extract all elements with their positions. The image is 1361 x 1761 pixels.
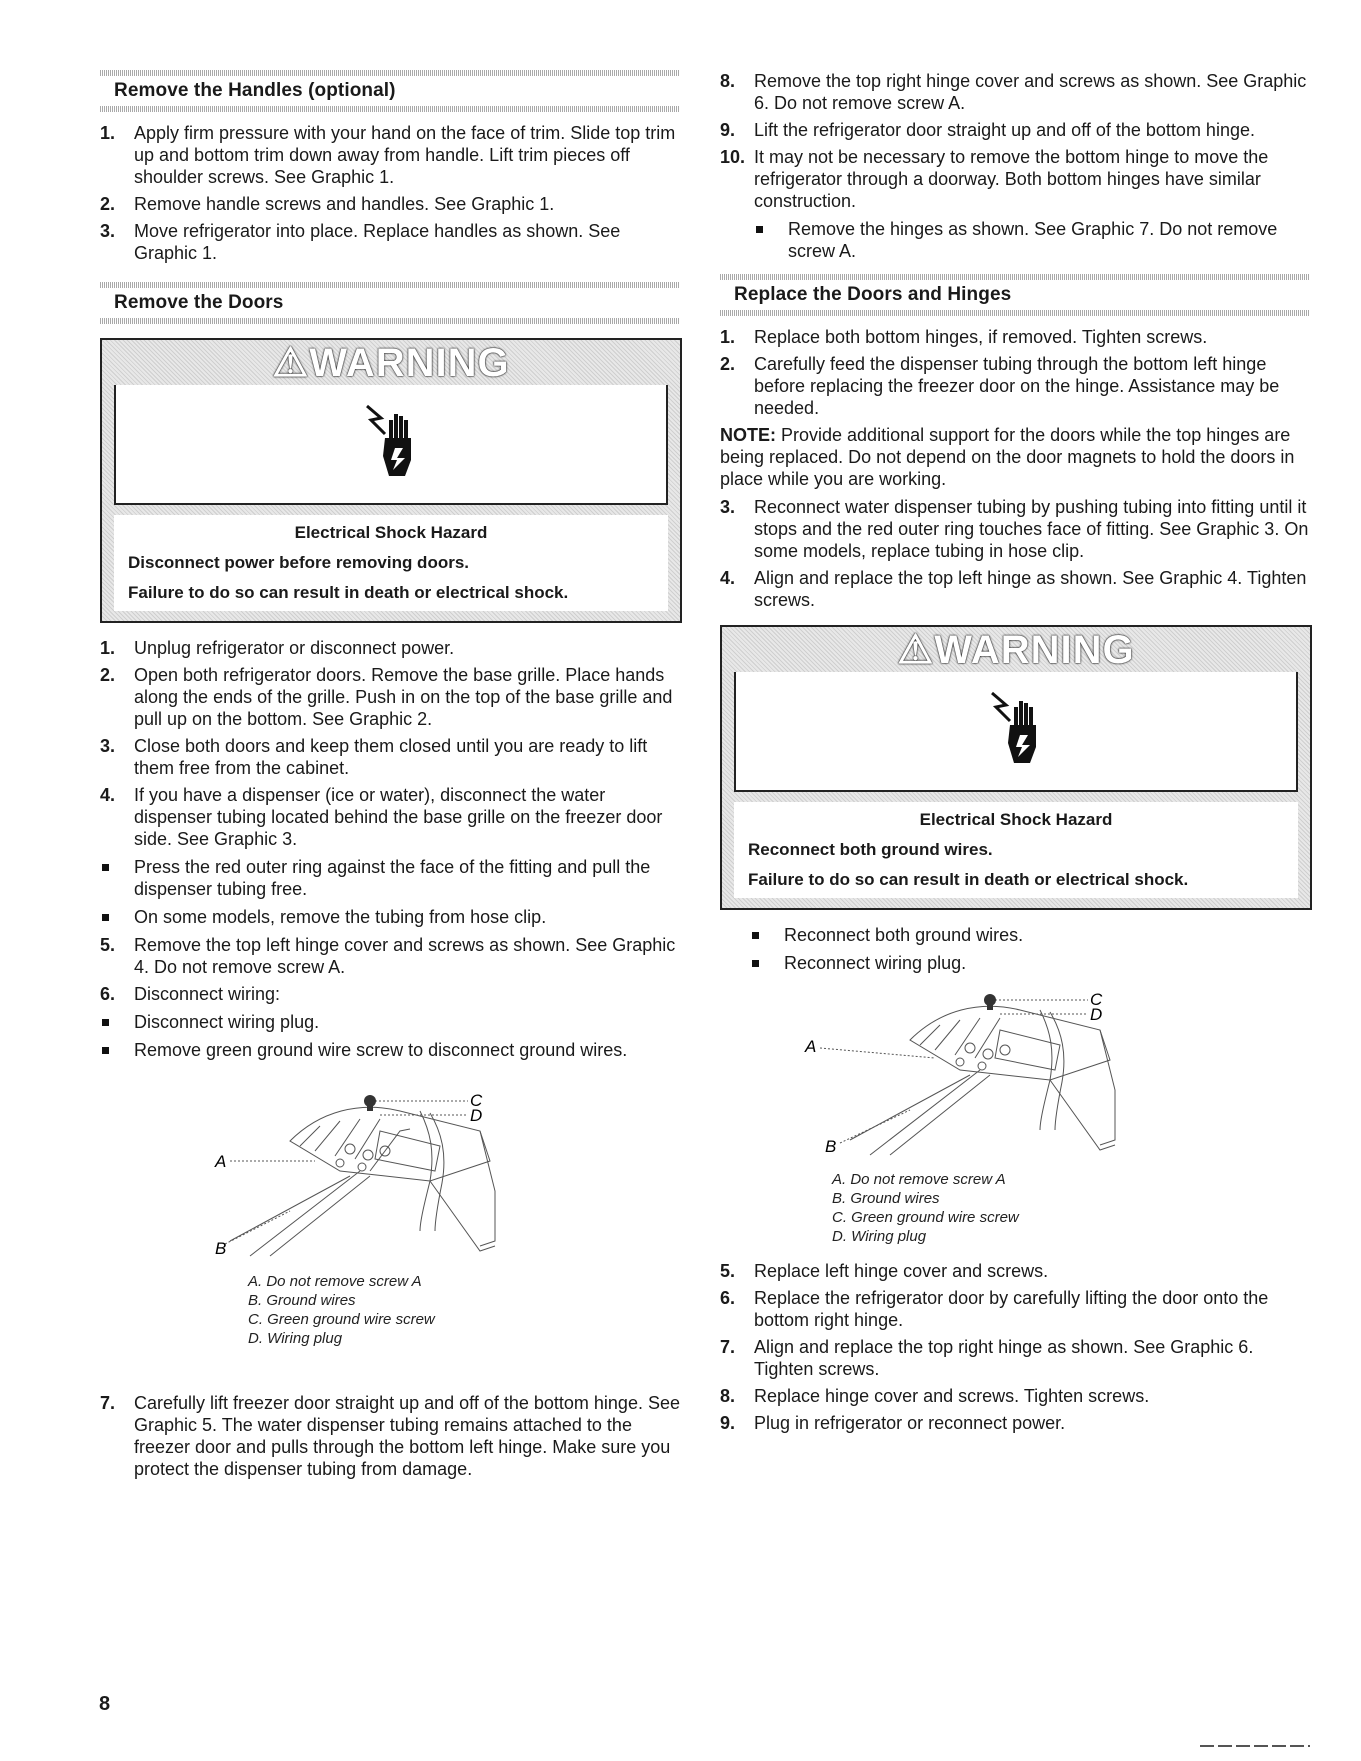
warning-text xyxy=(114,515,668,611)
caption-line: C. Green ground wire screw xyxy=(248,1311,435,1328)
divider xyxy=(100,282,680,288)
step-text: Replace the refrigerator door by carefully lifting the door onto the bottom right hinge. xyxy=(754,1288,1269,1330)
step-text: Plug in refrigerator or reconnect power. xyxy=(754,1413,1066,1433)
step-number: 7. xyxy=(720,1337,736,1357)
doors-steps xyxy=(100,637,680,1061)
warning-icon-area xyxy=(114,385,668,505)
list-item xyxy=(720,119,1310,141)
warning-line: Disconnect power before removing doors. xyxy=(128,553,470,572)
divider xyxy=(720,274,1310,280)
step-number: 1. xyxy=(720,327,736,347)
step-number: 8. xyxy=(720,71,736,91)
label-d: D xyxy=(1090,1005,1103,1024)
step-number: 3. xyxy=(100,221,116,241)
step-text: Close both doors and keep them closed until you are ready to lift them free from the cabinet. xyxy=(134,736,648,778)
warning-text xyxy=(734,802,1298,898)
step-number: 2. xyxy=(720,354,736,374)
step-number: 2. xyxy=(100,194,116,214)
step-text: Unplug refrigerator or disconnect power. xyxy=(134,638,455,658)
warning-banner xyxy=(102,340,680,385)
warning-box xyxy=(100,338,682,623)
caption-line: A. Do not remove screw A xyxy=(248,1273,422,1290)
warning-banner xyxy=(722,627,1310,672)
warning-title: ⚠WARNING xyxy=(897,627,1135,672)
bullet-list xyxy=(754,218,1310,262)
replace-steps-b xyxy=(720,496,1310,611)
bullet-item: Press the red outer ring against the face of the fitting and pull the dispenser tubing free. xyxy=(100,856,680,900)
step-text: Remove handle screws and handles. See Graphic 1. xyxy=(134,194,555,214)
handles-steps xyxy=(100,122,680,264)
step-number: 3. xyxy=(720,497,736,517)
label-c: C xyxy=(1090,990,1103,1009)
step-text: Move refrigerator into place. Replace handles as shown. See Graphic 1. xyxy=(134,221,621,263)
list-item xyxy=(100,934,680,978)
note-paragraph xyxy=(720,424,1310,490)
electric-shock-icon xyxy=(986,691,1046,771)
section-title: Remove the Doors xyxy=(114,292,284,313)
bullet-item: Disconnect wiring plug. xyxy=(100,1011,680,1033)
note-text: Provide additional support for the doors while the top hinges are being replaced. Do not depend on the door magnets to hold the doors in place while you are working. xyxy=(720,425,1295,489)
step-text: If you have a dispenser (ice or water), disconnect the water dispenser tubing located behind the base grille on the freezer door side. See Graphic 3. xyxy=(134,785,663,849)
bullet-list xyxy=(750,924,1310,974)
step-text: Replace both bottom hinges, if removed. Tighten screws. xyxy=(754,327,1208,347)
list-item xyxy=(100,983,680,1061)
bullet-item: Remove the hinges as shown. See Graphic 7. Do not remove screw A. xyxy=(754,218,1310,262)
label-b: B xyxy=(215,1239,227,1258)
bullet-list xyxy=(100,856,680,928)
divider xyxy=(100,318,680,324)
list-item xyxy=(720,70,1310,114)
list-item xyxy=(100,193,680,215)
step-number: 6. xyxy=(720,1288,736,1308)
step-number: 6. xyxy=(100,984,116,1004)
hazard-title: Electrical Shock Hazard xyxy=(919,810,1113,829)
label-a: A xyxy=(215,1152,227,1171)
section-remove-handles xyxy=(100,70,680,112)
section-title: Remove the Handles (optional) xyxy=(114,80,396,101)
list-item xyxy=(720,496,1310,562)
warning-line: Failure to do so can result in death or electrical shock. xyxy=(748,870,1189,889)
section-title: Replace the Doors and Hinges xyxy=(734,284,1012,305)
step-number: 4. xyxy=(720,568,736,588)
step-number: 1. xyxy=(100,638,116,658)
list-item xyxy=(100,1392,680,1480)
replace-steps xyxy=(720,326,1310,419)
hinge-illustration xyxy=(720,980,1310,1180)
step-text: Apply firm pressure with your hand on the face of trim. Slide top trim up and bottom trim down away from handle. Lift trim pieces off shoulder screws. See Graphic 1. xyxy=(134,123,676,187)
bullet-item: Reconnect both ground wires. xyxy=(750,924,1310,946)
warning-icon-area xyxy=(734,672,1298,792)
list-item xyxy=(100,220,680,264)
warning-line: Reconnect both ground wires. xyxy=(748,840,993,859)
step-text: Remove the top left hinge cover and screws as shown. See Graphic 4. Do not remove screw A. xyxy=(134,935,676,977)
caption-line: D. Wiring plug xyxy=(832,1228,927,1245)
section-remove-doors xyxy=(100,282,680,324)
caption-line: B. Ground wires xyxy=(832,1190,940,1207)
list-item xyxy=(720,1385,1310,1407)
warning-title: ⚠WARNING xyxy=(272,340,510,385)
step-text: Carefully feed the dispenser tubing through the bottom left hinge before replacing the freezer door on the hinge. Assistance may be needed. xyxy=(754,354,1280,418)
step-text: It may not be necessary to remove the bottom hinge to move the refrigerator through a doorway. Both bottom hinges have similar construction. xyxy=(754,147,1269,211)
step-text: Align and replace the top right hinge as shown. See Graphic 6. Tighten screws. xyxy=(754,1337,1254,1379)
step-number: 7. xyxy=(100,1393,116,1413)
list-item xyxy=(100,735,680,779)
step-number: 4. xyxy=(100,785,116,805)
step-text: Disconnect wiring: xyxy=(134,984,281,1004)
list-item xyxy=(720,353,1310,419)
list-item xyxy=(720,146,1310,262)
step-text: Align and replace the top left hinge as shown. See Graphic 4. Tighten screws. xyxy=(754,568,1307,610)
list-item xyxy=(100,784,680,928)
caption-line: B. Ground wires xyxy=(248,1292,356,1309)
divider xyxy=(720,310,1310,316)
step-text: Lift the refrigerator door straight up and off of the bottom hinge. xyxy=(754,120,1255,140)
hinge-figure xyxy=(720,980,1310,1180)
label-a: A xyxy=(805,1037,817,1056)
figure-caption xyxy=(832,1170,1310,1246)
step-text: Replace hinge cover and screws. Tighten screws. xyxy=(754,1386,1150,1406)
replace-steps-c xyxy=(720,1260,1310,1434)
step-number: 1. xyxy=(100,123,116,143)
warning-box xyxy=(720,625,1312,910)
divider xyxy=(100,106,680,112)
section-replace-doors xyxy=(720,274,1310,316)
note-label: NOTE: xyxy=(720,425,776,445)
label-d: D xyxy=(470,1106,483,1125)
bullet-item: Remove green ground wire screw to disconnect ground wires. xyxy=(100,1039,680,1061)
step-number: 2. xyxy=(100,665,116,685)
doors-steps-continued xyxy=(100,1392,680,1480)
list-item xyxy=(720,1336,1310,1380)
list-item xyxy=(720,1260,1310,1282)
hinge-figure xyxy=(100,1071,680,1276)
list-item xyxy=(720,567,1310,611)
list-item xyxy=(720,1287,1310,1331)
right-column xyxy=(720,70,1310,1439)
footer-rule xyxy=(1200,1745,1310,1747)
list-item xyxy=(100,122,680,188)
step-number: 8. xyxy=(720,1386,736,1406)
warning-line: Failure to do so can result in death or electrical shock. xyxy=(128,583,569,602)
bullet-list xyxy=(100,1011,680,1061)
step-number: 10. xyxy=(720,147,746,167)
hazard-title: Electrical Shock Hazard xyxy=(294,523,488,542)
step-text: Remove the top right hinge cover and screws as shown. See Graphic 6. Do not remove screw A. xyxy=(754,71,1307,113)
step-number: 9. xyxy=(720,120,736,140)
list-item xyxy=(720,326,1310,348)
caption-line: D. Wiring plug xyxy=(248,1330,343,1347)
page-number: 8 xyxy=(99,1693,111,1715)
caption-line: A. Do not remove screw A xyxy=(832,1171,1006,1188)
bullet-item: Reconnect wiring plug. xyxy=(750,952,1310,974)
step-number: 5. xyxy=(100,935,116,955)
label-b: B xyxy=(825,1137,837,1156)
label-c: C xyxy=(470,1091,483,1110)
step-text: Replace left hinge cover and screws. xyxy=(754,1261,1049,1281)
step-number: 3. xyxy=(100,736,116,756)
step-text: Open both refrigerator doors. Remove the base grille. Place hands along the ends of the grille. Push in on the top of the base grille and pull up on the bottom. See Graphic 2. xyxy=(134,665,673,729)
bullet-item: On some models, remove the tubing from hose clip. xyxy=(100,906,680,928)
left-column xyxy=(100,70,680,1485)
step-number: 5. xyxy=(720,1261,736,1281)
electric-shock-icon xyxy=(361,404,421,484)
doors-steps-right xyxy=(720,70,1310,262)
step-text: Reconnect water dispenser tubing by pushing tubing into fitting until it stops and the red outer ring touches face of fitting. See Graphic 3. On some models, replace tubing in hose clip. xyxy=(754,497,1309,561)
caption-line: C. Green ground wire screw xyxy=(832,1209,1019,1226)
hinge-illustration xyxy=(100,1071,680,1276)
list-item xyxy=(720,1412,1310,1434)
list-item xyxy=(100,637,680,659)
list-item xyxy=(100,664,680,730)
figure-caption xyxy=(248,1272,680,1348)
step-number: 9. xyxy=(720,1413,736,1433)
step-text: Carefully lift freezer door straight up and off of the bottom hinge. See Graphic 5. The water dispenser tubing remains attached to the freezer door and pulls through the bottom left hinge. Make sure you protect the dispenser tubing from damage. xyxy=(134,1393,680,1479)
divider xyxy=(100,70,680,76)
